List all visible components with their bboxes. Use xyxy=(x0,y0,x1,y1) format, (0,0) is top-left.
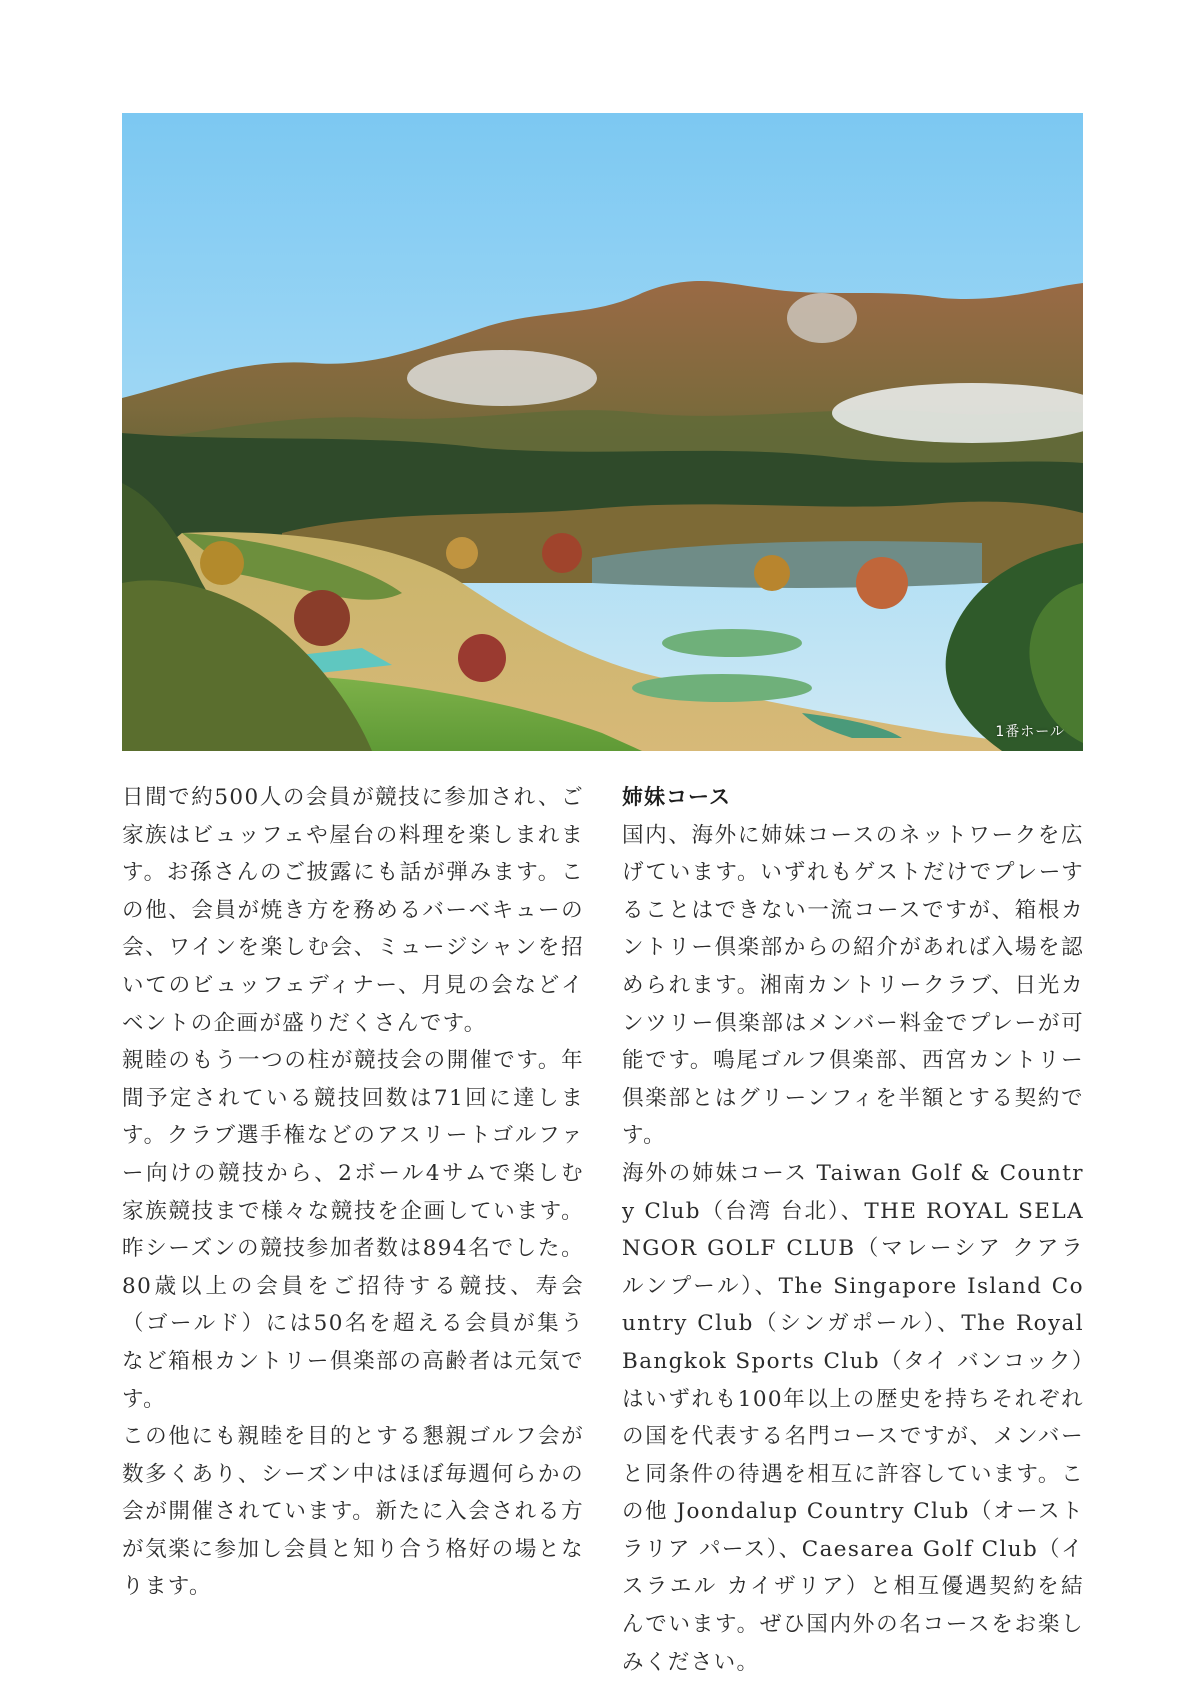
golf-course-illustration xyxy=(122,113,1083,751)
paragraph-competitions: 親睦のもう一つの柱が競技会の開催です。年間予定されている競技回数は71回に達します。クラブ選手権などのアスリートゴルファー向けの競技から、2ボール4サムで楽しむ家族競技まで様々な競技を企画しています。昨シーズンの競技参加者数は894名でした。80歳以上の会員をご招待する競技、寿会（ゴールド）には50名を超える会員が集うなど箱根カントリー倶楽部の高齢者は元気です。 xyxy=(122,1048,584,1412)
paragraph-events: 日間で約500人の会員が競技に参加され、ご家族はビュッフェや屋台の料理を楽しまれます。お孫さんのご披露にも話が弾みます。この他、会員が焼き方を務めるバーベキューの会、ワインを楽しむ会、ミュージシャンを招いてのビュッフェディナー、月見の会などイベントの企画が盛りだくさんです。 xyxy=(122,785,584,1036)
paragraph-domestic-sister-courses: 国内、海外に姉妹コースのネットワークを広げています。いずれもゲストだけでプレーすることはできない一流コースですが、箱根カントリー倶楽部からの紹介があれば入場を認められます。湘南カントリークラブ、日光カンツリー倶楽部はメンバー料金でプレーが可能です。鳴尾ゴルフ倶楽部、西宮カントリー倶楽部とはグリーンフィを半額とする契約です。 xyxy=(622,822,1084,1149)
left-column xyxy=(122,779,584,1606)
section-heading-sister-courses: 姉妹コース xyxy=(622,785,731,809)
paragraph-social-golf: この他にも親睦を目的とする懇親ゴルフ会が数多くあり、シーズン中はほぼ毎週何らかの会が開催されています。新たに入会される方が気楽に参加し会員と知り合う格好の場となります。 xyxy=(122,1424,584,1600)
golf-course-photo xyxy=(122,113,1083,751)
right-column xyxy=(622,779,1084,1681)
photo-caption: 1番ホール xyxy=(995,724,1065,740)
paragraph-overseas-sister-courses: 海外の姉妹コース Taiwan Golf & Country Club（台湾 台北）、THE ROYAL SELANGOR GOLF CLUB（マレーシア クアラルンプール）、The Singapore Island Country Club（シンガポール）、The Royal Bangkok Sports Club（タイ バンコック）はいずれも100年以上の歴史を持ちそれぞれの国を代表する名門コースですが、メンバーと同条件の待遇を相互に許容しています。この他 Joondalup Country Club（オーストラリア パース）、Caesarea Golf Club（イスラエル カイザリア）と相互優遇契約を結んでいます。ぜひ国内外の名コースをお楽しみください。 xyxy=(622,1160,1084,1675)
